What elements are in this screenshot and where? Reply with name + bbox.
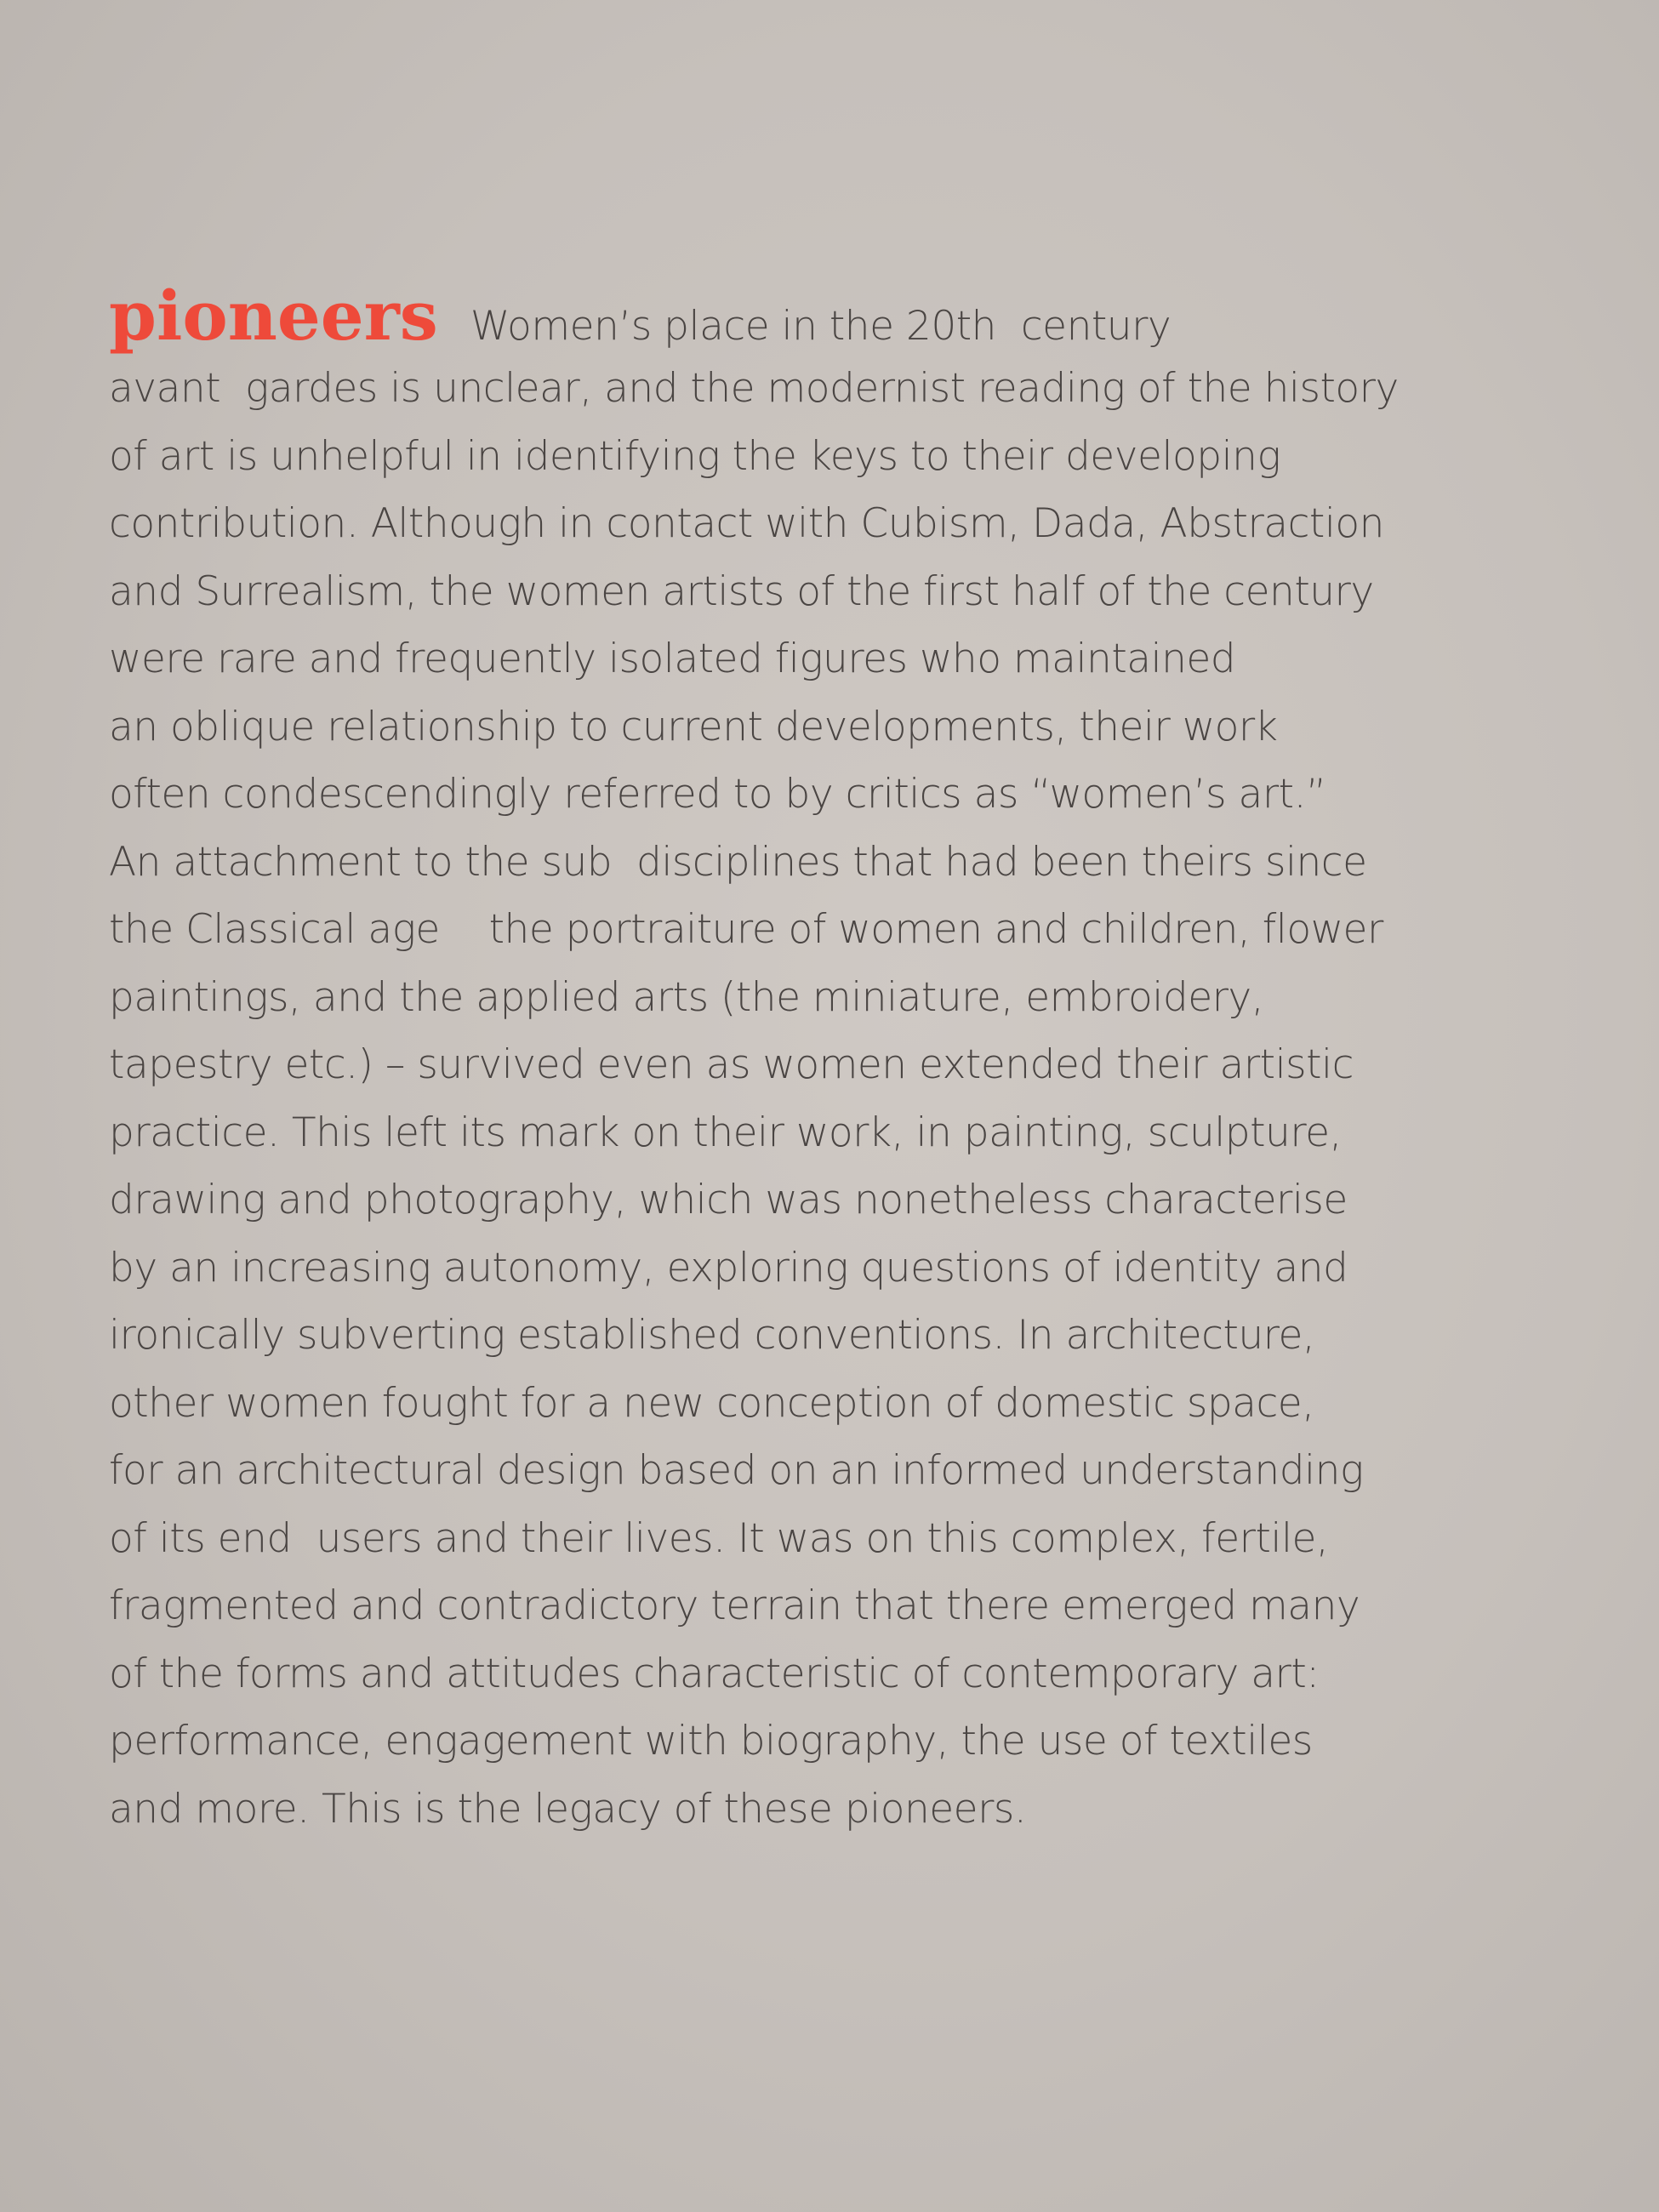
text-line-3: of art is unhelpful in identifying the keys to their developing [109,432,1281,480]
text-line-11: paintings, and the applied arts (the miniature, embroidery, [109,973,1264,1021]
text-line-1 [109,276,1555,355]
text-line-1-body: Women’s place in the 20th century [470,303,1172,350]
text-line-8: often condescendingly referred to by critics as “women’s art.” [109,771,1326,818]
text-line-19: of its end users and their lives. It was on this complex, fertile, [109,1514,1329,1562]
text-line-10: the Classical age the portraiture of women and children, flower [109,906,1383,953]
text-line-20: fragmented and contradictory terrain that there emerged many [109,1582,1360,1629]
text-line-14: drawing and photography, which was nonetheless characterise [109,1177,1348,1223]
text-line-12: tapestry etc.) – survived even as women extended their artistic [109,1041,1354,1088]
text-line-13: practice. This left its mark on their work, in painting, sculpture, [109,1109,1342,1156]
text-line-22: performance, engagement with biography, the use of textiles [109,1718,1313,1764]
text-line-4: contribution. Although in contact with Cubism, Dada, Abstraction [109,500,1384,547]
body-text [109,276,1555,1843]
text-line-17: other women fought for a new conception of domestic space, [109,1379,1314,1427]
text-line-2: avant gardes is unclear, and the modernist reading of the history [109,365,1399,412]
text-line-18: for an architectural design based on an informed understanding [109,1447,1364,1494]
text-line-5: and Surrealism, the women artists of the first half of the century [109,567,1374,615]
text-line-15: by an increasing autonomy, exploring questions of identity and [109,1244,1348,1291]
text-line-16: ironically subverting established conventions. In architecture, [109,1312,1315,1359]
text-line-9: An attachment to the sub disciplines that had been theirs since [109,838,1367,886]
text-line-21: of the forms and attitudes characteristic of contemporary art: [109,1650,1320,1697]
text-line-6: were rare and frequently isolated figures who maintained [109,636,1236,682]
text-line-7: an oblique relationship to current developments, their work [109,703,1278,750]
section-heading: pioneers [109,276,438,356]
text-line-23: and more. This is the legacy of these pioneers. [109,1785,1027,1833]
